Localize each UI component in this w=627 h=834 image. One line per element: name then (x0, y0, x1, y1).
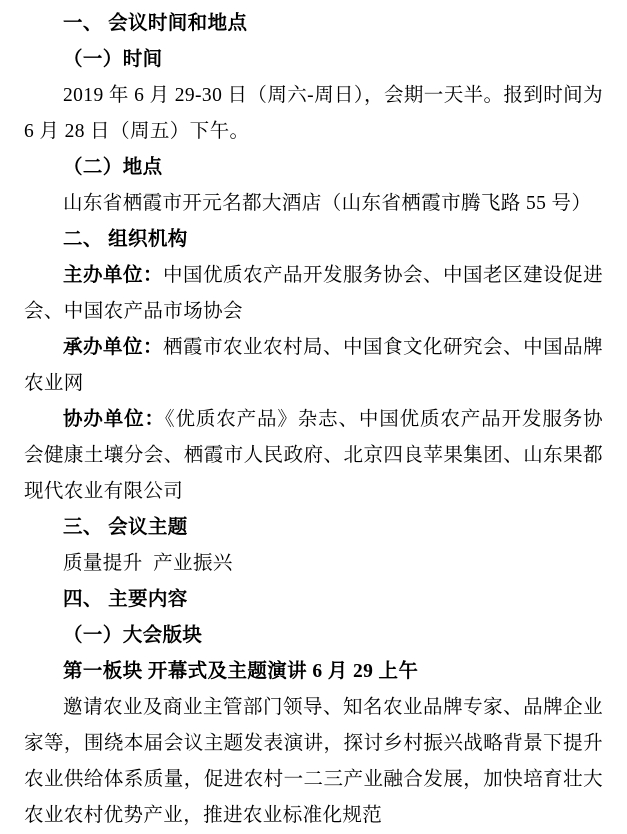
paragraph-block-one-body: 邀请农业及商业主管部门领导、知名农业品牌专家、品牌企业家等，围绕本届会议主题发表演讲，探讨乡村振兴战略背景下提升农业供给体系质量，促进农村一二三产业融合发展，加快培育壮大农业农村优势产业，推进农业标准化规范 (24, 697, 603, 826)
paragraph-organizer (24, 258, 603, 330)
coorganizer-value: 《优质农产品》杂志、中国优质农产品开发服务协会健康土壤分会、栖霞市人民政府、北京四良苹果集团、山东果都现代农业有限公司 (24, 409, 603, 502)
heading-4: 四、 主要内容 (63, 589, 188, 610)
paragraph-time: 2019 年 6 月 29-30 日（周六-周日），会期一天半。报到时间为 6 月 28 日（周五）下午。 (24, 85, 603, 142)
organizer-label: 主办单位： (63, 265, 164, 286)
heading-1: 一、 会议时间和地点 (63, 13, 248, 34)
paragraph-theme: 质量提升 产业振兴 (63, 553, 233, 574)
host-label: 承办单位： (63, 337, 164, 358)
heading-3: 三、 会议主题 (63, 517, 188, 538)
organizer-value: 中国优质农产品开发服务协会、中国老区建设促进会、中国农产品市场协会 (24, 265, 603, 322)
subheading-main-session: （一）大会版块 (63, 625, 203, 646)
subheading-time: （一）时间 (63, 49, 163, 70)
host-value: 栖霞市农业农村局、中国食文化研究会、中国品牌农业网 (24, 337, 603, 394)
subheading-location: （二）地点 (63, 157, 163, 178)
section-block-one-title: 第一板块 开幕式及主题演讲 6 月 29 上午 (63, 661, 419, 682)
paragraph-location: 山东省栖霞市开元名都大酒店（山东省栖霞市腾飞路 55 号） (63, 193, 592, 214)
paragraph-host (24, 330, 603, 402)
paragraph-coorganizer (24, 402, 603, 510)
coorganizer-label: 协办单位： (63, 409, 165, 430)
heading-2: 二、 组织机构 (63, 229, 188, 250)
